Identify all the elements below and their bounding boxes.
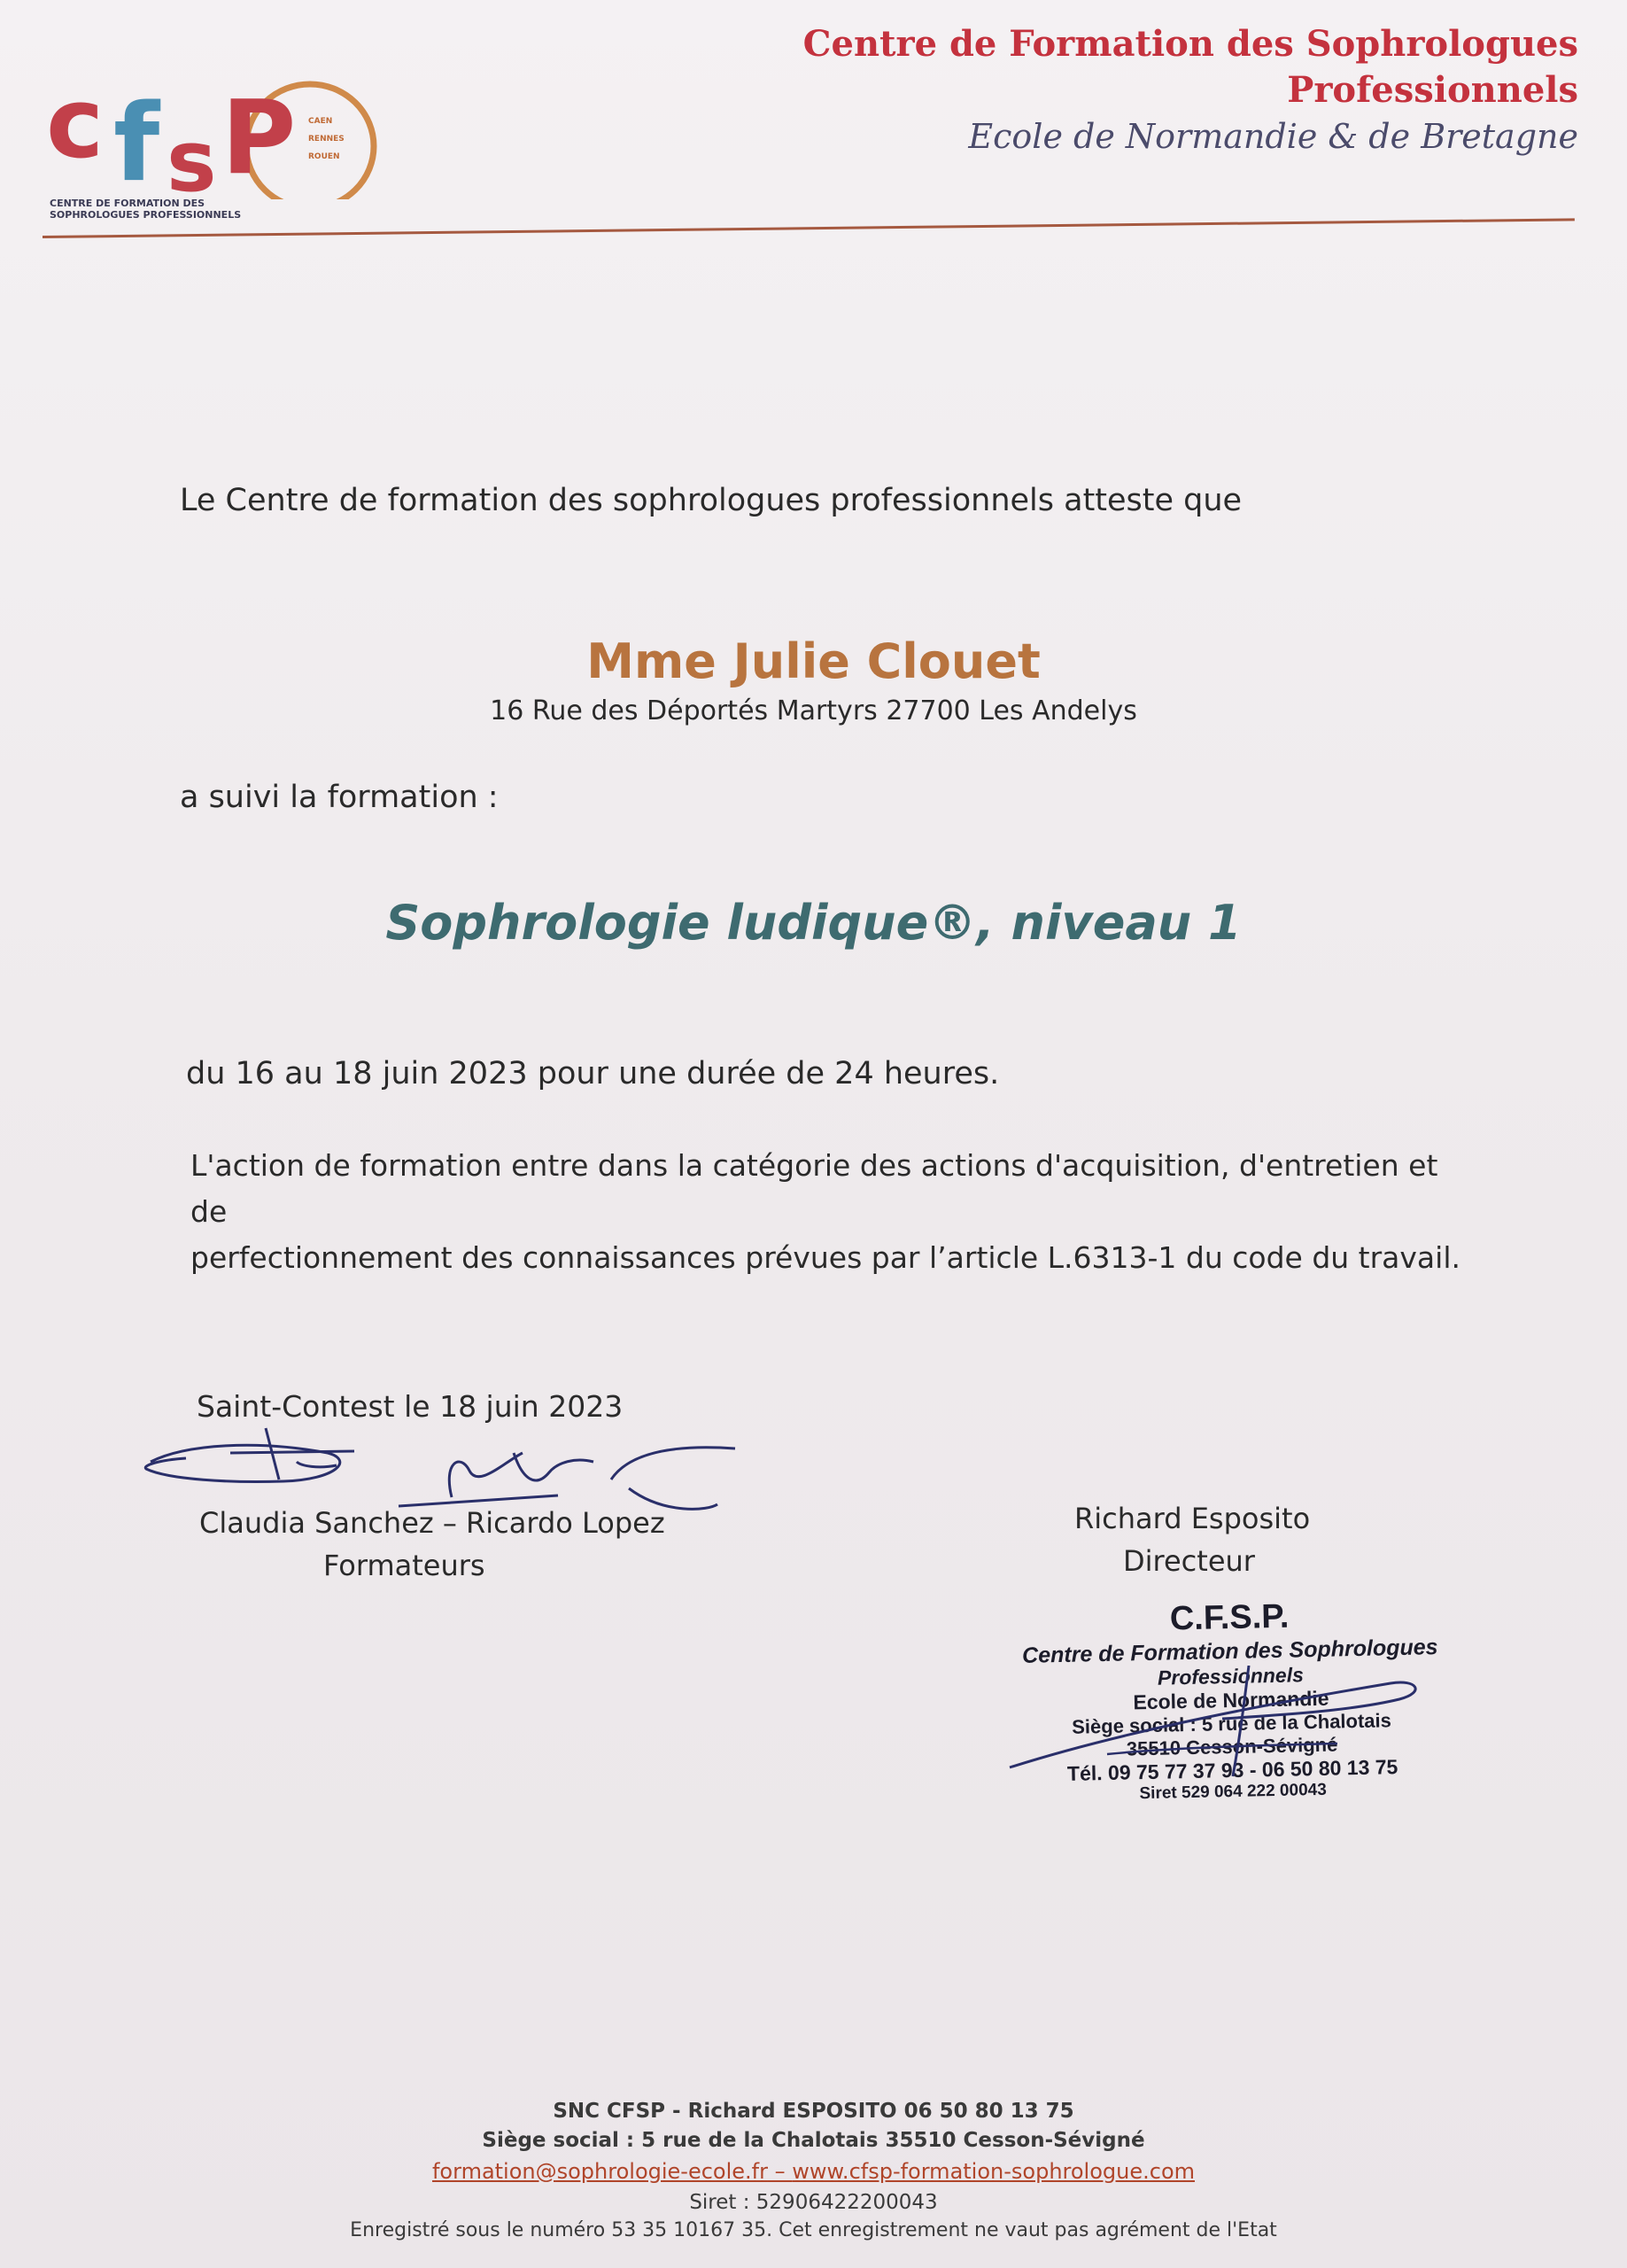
stamp-line: Centre de Formation des Sophrologues	[1021, 1635, 1438, 1668]
cfsp-logo	[44, 66, 381, 235]
footer-contacts	[0, 2159, 1627, 2184]
footer-registration: Enregistré sous le numéro 53 35 10167 35. Cet enregistrement ne vaut pas agrément de l'Etat	[350, 2219, 1277, 2241]
training-intro: a suivi la formation :	[180, 780, 499, 815]
svg-text:P: P	[221, 79, 297, 198]
logo-caption	[50, 198, 333, 221]
stamp-line: C.F.S.P.	[1169, 1597, 1290, 1638]
director-name: Richard Esposito	[1074, 1502, 1311, 1535]
director-signature	[1001, 1666, 1444, 1781]
logo-city: RENNES	[308, 135, 345, 144]
stamp-line: Siret 529 064 222 00043	[1139, 1780, 1327, 1804]
header-title-line2: Professionnels	[1287, 69, 1578, 111]
footer-address: Siège social : 5 rue de la Chalotais 35510 Cesson-Sévigné	[482, 2129, 1145, 2152]
footer-company: SNC CFSP - Richard ESPOSITO 06 50 80 13 75	[553, 2100, 1074, 2123]
header-subtitle: Ecole de Normandie & de Bretagne	[968, 117, 1578, 156]
director-role: Directeur	[1123, 1544, 1255, 1578]
logo-caption-line: SOPHROLOGUES PROFESSIONNELS	[50, 209, 242, 221]
place-and-date: Saint-Contest le 18 juin 2023	[197, 1389, 624, 1424]
course-title: Sophrologie ludique®, niveau 1	[385, 895, 1242, 951]
header-title-line1: Centre de Formation des Sophrologues	[802, 23, 1578, 65]
svg-text:s: s	[167, 113, 217, 199]
logo-cities	[308, 113, 345, 166]
stamp-line: 35510 Cesson-Sévigné	[1126, 1733, 1338, 1760]
legal-statement-line: perfectionnement des connaissances prévues par l’article L.6313-1 du code du travail.	[190, 1240, 1460, 1275]
trainer-names: Claudia Sanchez – Ricardo Lopez	[199, 1506, 665, 1540]
stamp-line: Professionnels	[1157, 1663, 1305, 1689]
footer-website-link[interactable]: www.cfsp-formation-sophrologue.com	[792, 2159, 1196, 2184]
logo-city: CAEN	[308, 117, 333, 126]
logo-city: ROUEN	[308, 152, 340, 161]
footer-siret: Siret : 52906422200043	[689, 2191, 938, 2214]
stamp-line: Ecole de Normandie	[1133, 1686, 1329, 1714]
attest-statement: Le Centre de formation des sophrologues professionnels atteste que	[180, 483, 1243, 518]
stamp-line: Siège social : 5 rue de la Chalotais	[1071, 1709, 1392, 1738]
recipient-name: Mme Julie Clouet	[586, 633, 1041, 689]
svg-text:f: f	[113, 82, 160, 199]
logo-caption-line: CENTRE DE FORMATION DES	[50, 198, 205, 209]
legal-statement	[190, 1143, 1475, 1281]
footer-email-link[interactable]: formation@sophrologie-ecole.fr	[431, 2159, 768, 2184]
trainer-role: Formateurs	[323, 1549, 485, 1582]
training-dates: du 16 au 18 juin 2023 pour une durée de 24 heures.	[186, 1056, 1000, 1091]
recipient-address: 16 Rue des Déportés Martyrs 27700 Les Andelys	[490, 695, 1137, 726]
legal-statement-line: L'action de formation entre dans la catégorie des actions d'acquisition, d'entretien et de	[190, 1148, 1438, 1229]
stamp-line: Tél. 09 75 77 37 93 - 06 50 80 13 75	[1066, 1755, 1398, 1785]
footer-separator: –	[767, 2159, 793, 2184]
svg-text:c: c	[46, 66, 105, 180]
